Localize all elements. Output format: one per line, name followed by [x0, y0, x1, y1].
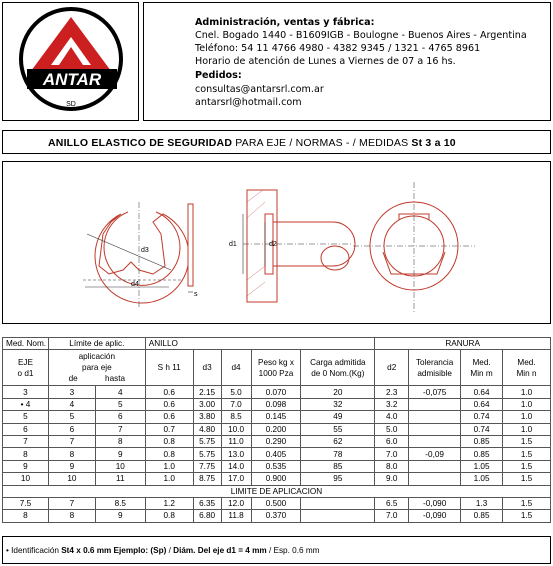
table-cell: 4 — [95, 386, 145, 398]
table-cell: 1.05 — [461, 473, 503, 485]
table-cell: 1.0 — [503, 386, 551, 398]
table-cell: 0.7 — [145, 423, 193, 435]
page-title: ANILLO ELASTICO DE SEGURIDAD PARA EJE / NORMAS - / MEDIDAS St 3 a 10 — [48, 137, 456, 149]
info-email-1[interactable]: consultas@antarsrl.com.ar — [195, 84, 324, 95]
table-cell: 49 — [301, 411, 375, 423]
table-cell: 8 — [3, 510, 49, 522]
table-cell: 8 — [48, 510, 95, 522]
table-cell: 3 — [48, 386, 95, 398]
table-cell: 5.75 — [193, 448, 221, 460]
table-row — [3, 435, 551, 447]
table-cell: 13.0 — [221, 448, 251, 460]
table-cell: 8.5 — [95, 497, 145, 509]
table-cell: 0.64 — [461, 398, 503, 410]
table-cell: 0.405 — [251, 448, 301, 460]
table-cell: 5.0 — [375, 423, 409, 435]
table-row — [3, 510, 551, 522]
info-email-2[interactable]: antarsrl@hotmail.com — [195, 97, 302, 108]
table-cell: 10.0 — [221, 423, 251, 435]
table-cell: 9.0 — [375, 473, 409, 485]
technical-drawing — [3, 162, 552, 325]
col-tolerancia: Tolerancia admisible — [409, 350, 461, 386]
label-d3: d3 — [141, 247, 149, 254]
ring-side-view — [188, 204, 193, 286]
table-cell: 0.6 — [145, 398, 193, 410]
table-cell — [409, 435, 461, 447]
table-row — [3, 497, 551, 509]
table-cell: 85 — [301, 460, 375, 472]
table-cell: 3.2 — [375, 398, 409, 410]
col-carga: Carga admitida de 0 Nom.(Kg) — [301, 350, 375, 386]
data-rows — [3, 386, 551, 485]
info-address: Cnel. Bogado 1440 - B1609IGB - Boulogne - Buenos Aires - Argentina — [195, 30, 527, 41]
technical-drawing-box — [2, 161, 551, 324]
col-peso: Peso kg x 1000 Pza — [251, 350, 301, 386]
table-cell: 4.0 — [375, 411, 409, 423]
header-ranura: RANURA — [375, 338, 551, 350]
table-cell: 6.35 — [193, 497, 221, 509]
table-cell: 0.200 — [251, 423, 301, 435]
table-cell: 1.3 — [461, 497, 503, 509]
col-d4: d4 — [221, 350, 251, 386]
header-limite: Límite de aplic. — [48, 338, 145, 350]
col-eje: EJE o d1 — [3, 350, 49, 386]
table-cell: 7.0 — [221, 398, 251, 410]
col-d2: d2 — [375, 350, 409, 386]
table-cell: 1.5 — [503, 460, 551, 472]
table-cell: 10 — [3, 473, 49, 485]
header-med-nom: Med. Nom. — [3, 338, 49, 350]
table-cell: 11 — [95, 473, 145, 485]
logo-text: ANTAR — [42, 70, 102, 89]
table-cell: 95 — [301, 473, 375, 485]
col-min-n: Med. Min n — [503, 350, 551, 386]
table-cell: 8 — [48, 448, 95, 460]
table-cell: 3.00 — [193, 398, 221, 410]
table-cell — [409, 398, 461, 410]
shaft-section-view — [247, 190, 355, 302]
table-cell: 6 — [48, 423, 95, 435]
table-cell: 32 — [301, 398, 375, 410]
label-s: s — [194, 291, 198, 298]
info-phone: Teléfono: 54 11 4766 4980 - 4382 9345 / 1321 - 4765 8961 — [195, 43, 481, 54]
table-cell: 1.0 — [145, 473, 193, 485]
table-cell — [409, 423, 461, 435]
table-cell: 1.2 — [145, 497, 193, 509]
logo-box — [2, 2, 139, 121]
info-orders-heading: Pedidos: — [195, 70, 242, 81]
table-cell: 11.0 — [221, 435, 251, 447]
info-heading: Administración, ventas y fábrica: — [195, 17, 375, 28]
table-cell: -0,090 — [409, 510, 461, 522]
table-cell: 0.8 — [145, 510, 193, 522]
table-cell: 78 — [301, 448, 375, 460]
table-cell: 14.0 — [221, 460, 251, 472]
table-cell: 8 — [3, 448, 49, 460]
footer-identification: • Identificación St4 x 0.6 mm Ejemplo: (Sp) / Diám. Del eje d1 = 4 mm / Esp. 0.6 mm — [6, 546, 320, 555]
table-cell: 9 — [48, 460, 95, 472]
table-row — [3, 411, 551, 423]
table-cell: 0.535 — [251, 460, 301, 472]
table-cell: 0.74 — [461, 423, 503, 435]
table-cell: 1.5 — [503, 448, 551, 460]
table-cell: 0.8 — [145, 448, 193, 460]
table-cell: 1.5 — [503, 435, 551, 447]
table-cell: -0,09 — [409, 448, 461, 460]
limit-rows — [3, 497, 551, 522]
table-cell: 0.6 — [145, 411, 193, 423]
info-hours: Horario de atención de Lunes a Viernes de 07 a 16 hs. — [195, 56, 456, 67]
table-cell — [409, 411, 461, 423]
table-cell: 0.500 — [251, 497, 301, 509]
col-min-m: Med. Min m — [461, 350, 503, 386]
table-cell: 6 — [95, 411, 145, 423]
table-cell: 9 — [95, 510, 145, 522]
table-cell: 7.0 — [375, 448, 409, 460]
table-cell: 1.0 — [145, 460, 193, 472]
table-cell — [409, 460, 461, 472]
table-cell: 0.85 — [461, 435, 503, 447]
table-cell: 9 — [95, 448, 145, 460]
table-cell: 0.145 — [251, 411, 301, 423]
table-cell: 10 — [48, 473, 95, 485]
dimensions-table — [2, 337, 551, 523]
table-cell — [409, 473, 461, 485]
table-cell: 5.75 — [193, 435, 221, 447]
table-cell: 6.80 — [193, 510, 221, 522]
table-cell: 1.5 — [503, 473, 551, 485]
table-cell: 9 — [3, 460, 49, 472]
table-cell: 0.8 — [145, 435, 193, 447]
table-cell — [301, 510, 375, 522]
table-cell — [301, 497, 375, 509]
table-cell: 12.0 — [221, 497, 251, 509]
table-cell: 1.5 — [503, 497, 551, 509]
table-cell: 1.5 — [503, 510, 551, 522]
table-cell: 5.0 — [221, 386, 251, 398]
table-cell: 8.0 — [375, 460, 409, 472]
table-cell: 10 — [95, 460, 145, 472]
table-cell: -0,090 — [409, 497, 461, 509]
limit-label-row: LIMITE DE APLICACION — [3, 485, 551, 497]
table-cell: 0.290 — [251, 435, 301, 447]
table-cell: 7.75 — [193, 460, 221, 472]
table-cell: 6 — [3, 423, 49, 435]
table-cell: 3.80 — [193, 411, 221, 423]
table-cell: 2.3 — [375, 386, 409, 398]
table-cell: 7 — [48, 497, 95, 509]
table-cell: 2.15 — [193, 386, 221, 398]
table-cell: 1.0 — [503, 398, 551, 410]
table-cell: 0.900 — [251, 473, 301, 485]
table-cell: 55 — [301, 423, 375, 435]
table-cell: 5 — [48, 411, 95, 423]
table-cell: 7 — [95, 423, 145, 435]
table-row — [3, 423, 551, 435]
table-cell: 6.5 — [375, 497, 409, 509]
table-row — [3, 473, 551, 485]
table-cell: 8 — [95, 435, 145, 447]
table-cell: 11.8 — [221, 510, 251, 522]
table-row — [3, 460, 551, 472]
table-cell: 1.05 — [461, 460, 503, 472]
table-cell: 0.070 — [251, 386, 301, 398]
label-d1: d1 — [229, 241, 237, 248]
table-cell: 1.0 — [503, 411, 551, 423]
table-cell: 7.0 — [375, 510, 409, 522]
table-row — [3, 398, 551, 410]
table-cell: 0.85 — [461, 448, 503, 460]
table-cell: 4.80 — [193, 423, 221, 435]
table-cell: 0.370 — [251, 510, 301, 522]
table-cell: 17.0 — [221, 473, 251, 485]
antar-logo — [3, 3, 140, 122]
table-row — [3, 386, 551, 398]
table-cell: 5 — [3, 411, 49, 423]
table-cell: 5 — [95, 398, 145, 410]
header-anillo: ANILLO — [145, 338, 375, 350]
table-cell: 6.0 — [375, 435, 409, 447]
table-cell: • 4 — [3, 398, 49, 410]
table-cell: 7.5 — [3, 497, 49, 509]
label-d2: d2 — [269, 241, 277, 248]
table-cell: 7 — [48, 435, 95, 447]
col-sh11: S h 11 — [145, 350, 193, 386]
table-cell: -0,075 — [409, 386, 461, 398]
table-cell: 7 — [3, 435, 49, 447]
table-cell: 8.75 — [193, 473, 221, 485]
col-d3: d3 — [193, 350, 221, 386]
table-cell: 8.5 — [221, 411, 251, 423]
col-aplicacion: aplicación para eje de hasta — [48, 350, 145, 386]
table-row — [3, 448, 551, 460]
table-cell: 20 — [301, 386, 375, 398]
table-cell: 0.85 — [461, 510, 503, 522]
table-cell: 1.0 — [503, 423, 551, 435]
table-cell: 0.64 — [461, 386, 503, 398]
table-cell: 62 — [301, 435, 375, 447]
label-d4: d4 — [131, 281, 139, 288]
table-cell: 3 — [3, 386, 49, 398]
table-cell: 0.74 — [461, 411, 503, 423]
logo-small-text: SD — [66, 101, 76, 108]
table-cell: 0.6 — [145, 386, 193, 398]
table-cell: 4 — [48, 398, 95, 410]
table-cell: 0.098 — [251, 398, 301, 410]
